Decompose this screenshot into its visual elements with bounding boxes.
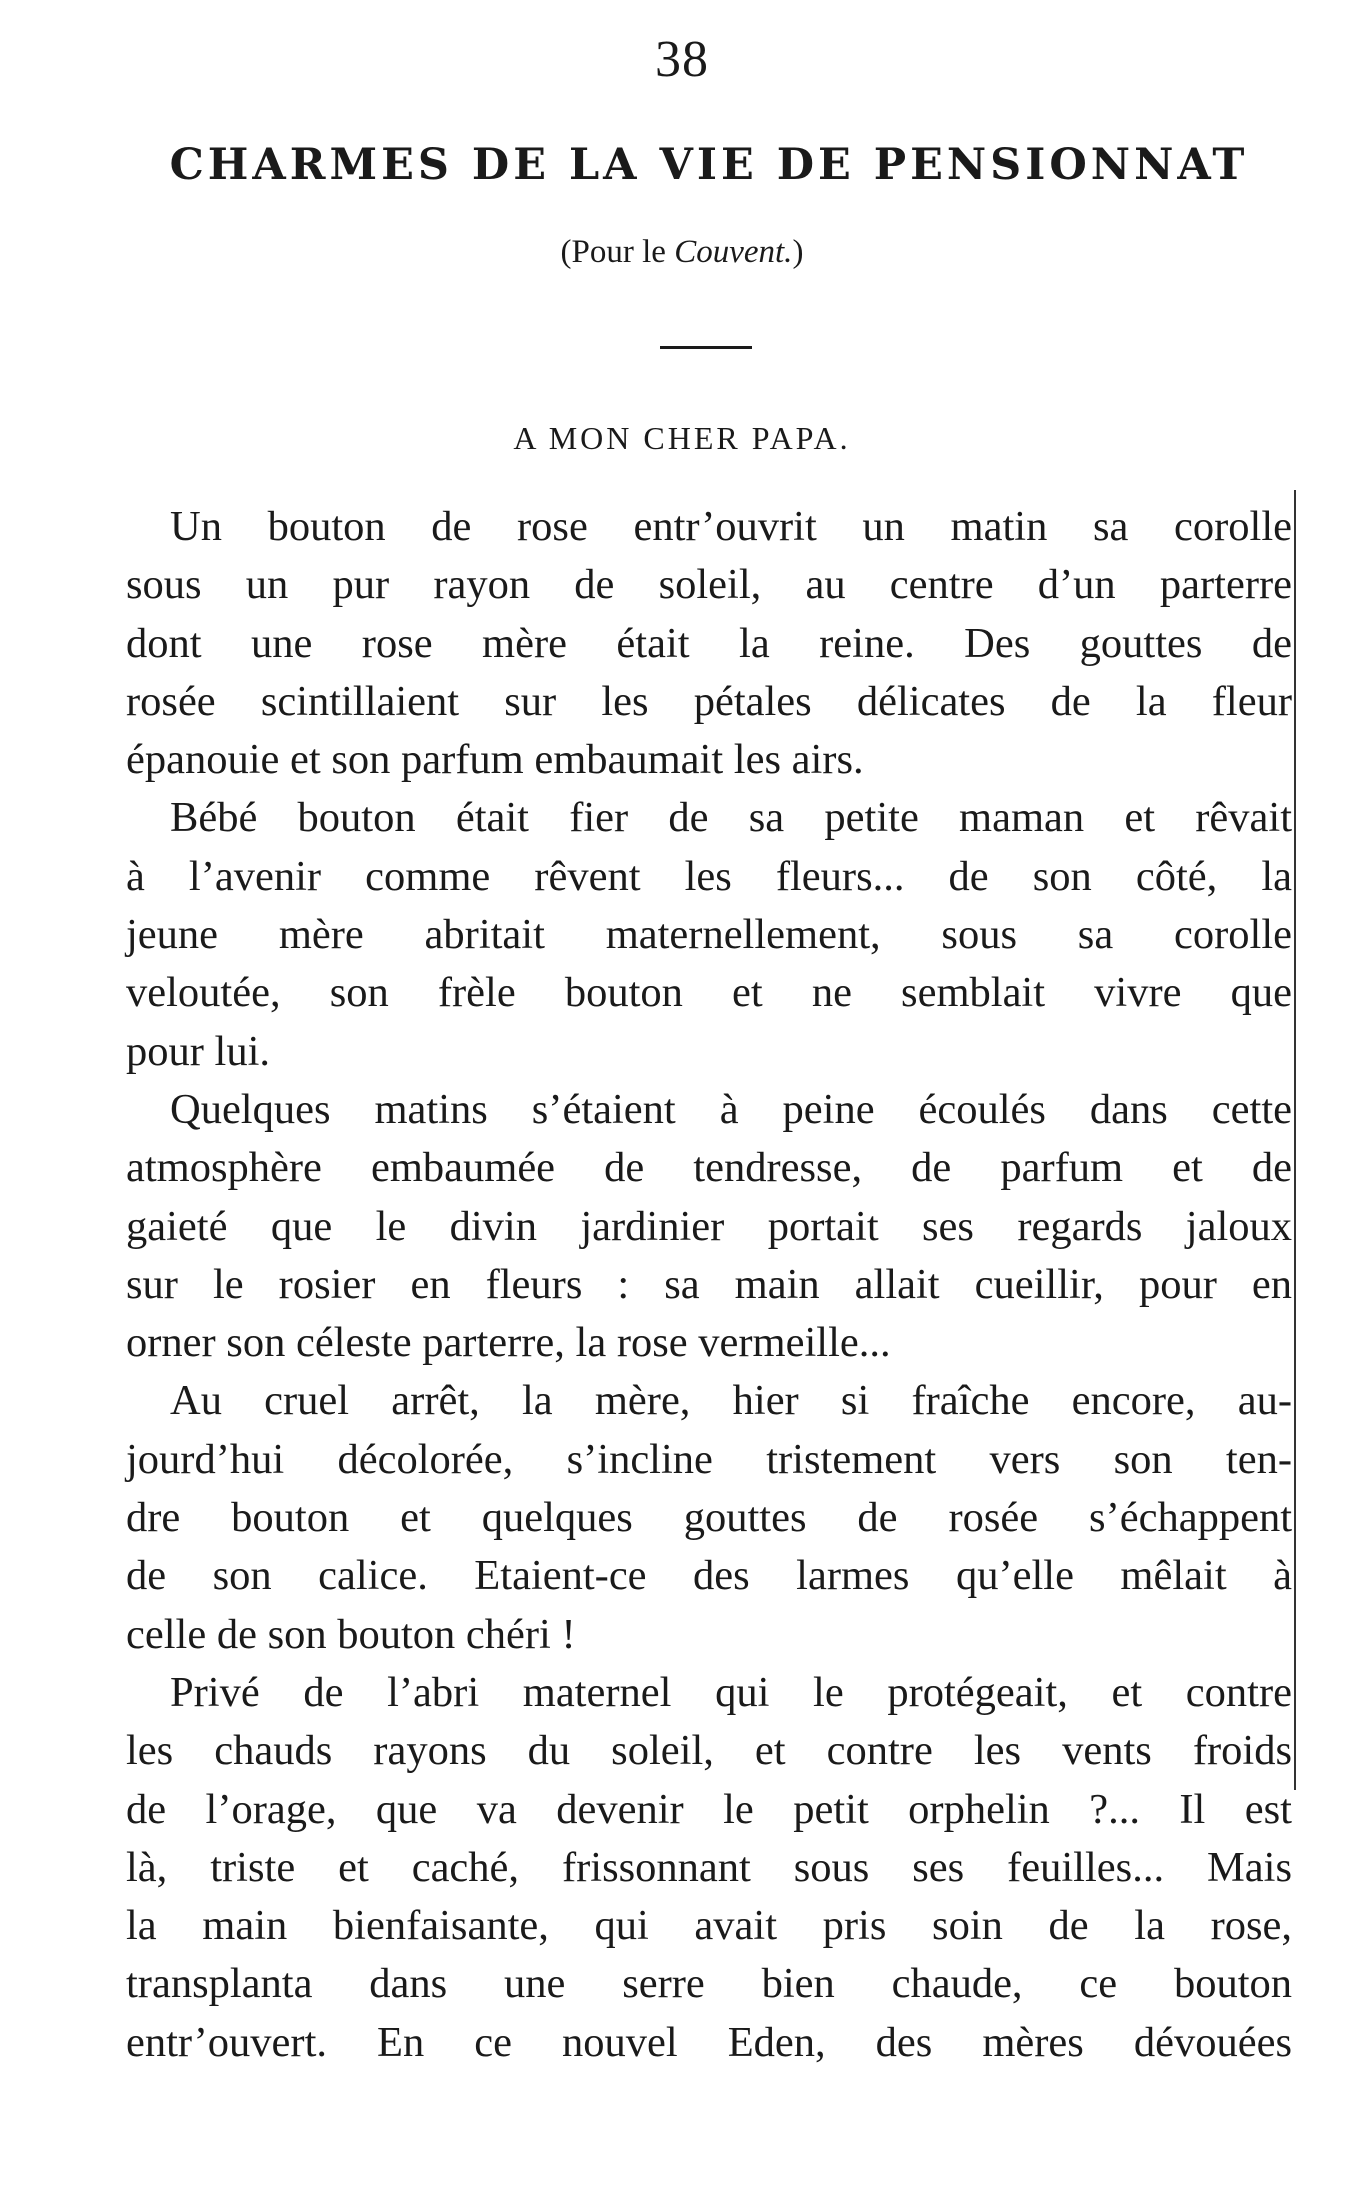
text-line: pour lui. <box>126 1027 271 1075</box>
text-line: là, triste et caché, frissonnant sous ses feuilles... Mais <box>126 1843 1292 1891</box>
text-line: de son calice. Etaient-ce des larmes qu’elle mêlait à <box>126 1552 1292 1600</box>
text-line: Privé de l’abri maternel qui le protégeait, et contre <box>170 1668 1292 1716</box>
chapter-subtitle <box>0 234 1364 271</box>
page-number: 38 <box>655 31 709 88</box>
text-line: Bébé bouton était fier de sa petite maman et rêvait <box>170 794 1292 842</box>
subtitle-close: ) <box>792 234 804 270</box>
text-line: dre bouton et quelques gouttes de rosée s’échappent <box>126 1494 1292 1542</box>
title-divider <box>660 346 752 349</box>
text-line: atmosphère embaumée de tendresse, de parfum et de <box>126 1144 1292 1192</box>
text-line: celle de son bouton chéri ! <box>126 1610 576 1658</box>
text-line: de l’orage, que va devenir le petit orphelin ?... Il est <box>126 1785 1292 1833</box>
text-line: rosée scintillaient sur les pétales délicates de la fleur <box>126 677 1292 725</box>
text-line: Un bouton de rose entr’ouvrit un matin sa corolle <box>170 503 1292 550</box>
text-line: épanouie et son parfum embaumait les airs. <box>126 736 864 784</box>
text-line: orner son céleste parterre, la rose vermeille... <box>126 1319 891 1367</box>
dedication: A MON CHER PAPA. <box>513 420 851 456</box>
text-line: Quelques matins s’étaient à peine écoulés dans cette <box>170 1085 1292 1133</box>
text-line: jeune mère abritait maternellement, sous sa corolle <box>126 911 1292 959</box>
text-line: dont une rose mère était la reine. Des gouttes de <box>126 619 1292 667</box>
text-line: Au cruel arrêt, la mère, hier si fraîche encore, au- <box>170 1377 1292 1425</box>
text-line: sous un pur rayon de soleil, au centre d’un parterre <box>126 561 1292 609</box>
chapter-title: CHARMES DE LA VIE DE PENSIONNAT <box>169 140 1249 190</box>
text-line: gaieté que le divin jardinier portait ses regards jaloux <box>126 1202 1292 1250</box>
text-line: les chauds rayons du soleil, et contre les vents froids <box>126 1727 1292 1775</box>
body-text <box>126 498 1292 2072</box>
margin-rule <box>1294 490 1296 1790</box>
text-line: jourd’hui décolorée, s’incline tristement vers son ten- <box>126 1435 1292 1483</box>
text-line: à l’avenir comme rêvent les fleurs... de son côté, la <box>126 852 1292 900</box>
subtitle-open: (Pour le <box>560 234 675 270</box>
text-line: sur le rosier en fleurs : sa main allait cueillir, pour en <box>126 1260 1292 1308</box>
subtitle-italic: Couvent. <box>674 234 793 270</box>
text-line: la main bienfaisante, qui avait pris soin de la rose, <box>126 1902 1292 1950</box>
text-line: transplanta dans une serre bien chaude, ce bouton <box>126 1960 1292 2008</box>
text-line: entr’ouvert. En ce nouvel Eden, des mères dévouées <box>126 2018 1292 2066</box>
text-line: veloutée, son frèle bouton et ne semblait vivre que <box>126 969 1292 1017</box>
